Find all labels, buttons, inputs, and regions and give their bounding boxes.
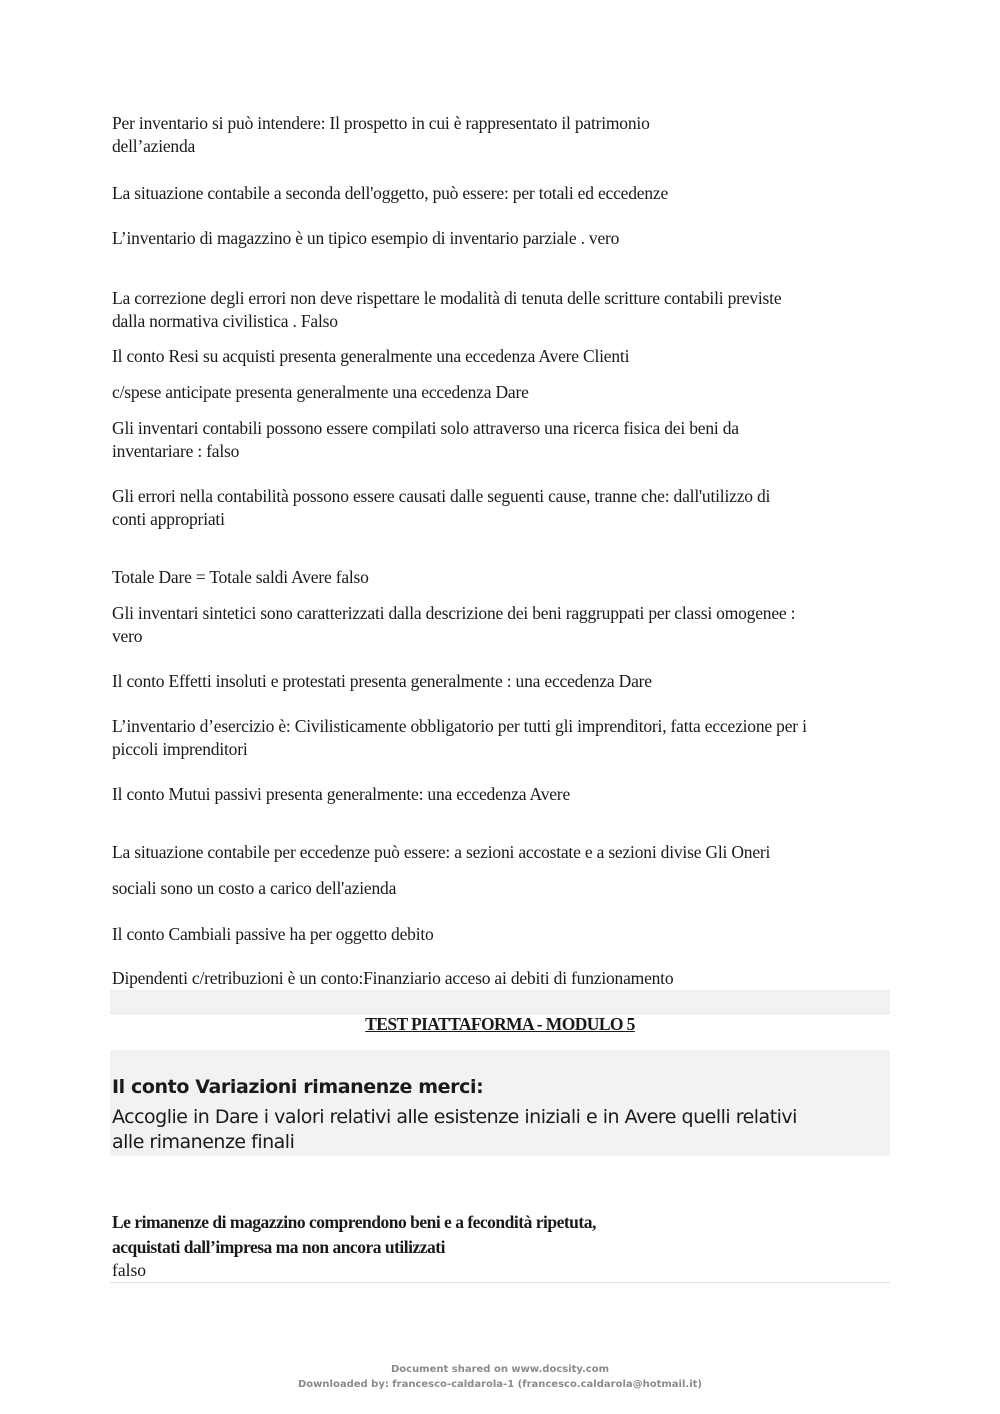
footer-downloaded: Downloaded by: francesco-caldarola-1 (francesco.caldarola@hotmail.it) <box>298 1379 702 1390</box>
paragraph-line: conti appropriati <box>112 509 225 529</box>
paragraph-13 <box>112 783 892 806</box>
paragraph-line: Il conto Effetti insoluti e protestati presenta generalmente : una eccedenza Dare <box>112 671 652 691</box>
question-box <box>110 1050 890 1156</box>
paragraph-15 <box>112 877 892 900</box>
paragraph-line: sociali sono un costo a carico dell'azienda <box>112 878 397 898</box>
last-answer: falso <box>112 1260 147 1280</box>
paragraph-line: L’inventario di magazzino è un tipico esempio di inventario parziale . vero <box>112 228 620 248</box>
paragraph-14 <box>112 841 892 864</box>
paragraph-9 <box>112 566 892 589</box>
paragraph-line: Il conto Mutui passivi presenta generalmente: una eccedenza Avere <box>112 784 571 804</box>
paragraph-line: dalla normativa civilistica . Falso <box>112 311 338 331</box>
paragraph-5 <box>112 345 892 368</box>
paragraph-line: La situazione contabile per eccedenze può essere: a sezioni accostate e a sezioni divise Gli Oneri <box>112 842 771 862</box>
paragraph-4 <box>112 287 892 333</box>
paragraph-3 <box>112 227 892 250</box>
paragraph-line: vero <box>112 626 143 646</box>
paragraph-line: Il conto Resi su acquisti presenta generalmente una eccedenza Avere Clienti <box>112 346 630 366</box>
section-band <box>110 990 890 1014</box>
paragraph-6 <box>112 381 892 404</box>
paragraph-line: La situazione contabile a seconda dell'oggetto, può essere: per totali ed eccedenze <box>112 183 669 203</box>
paragraph-line: La correzione degli errori non deve rispettare le modalità di tenuta delle scritture contabili previste <box>112 288 782 308</box>
paragraph-12 <box>112 715 892 761</box>
paragraph-11 <box>112 670 892 693</box>
footer-shared: Document shared on www.docsity.com <box>390 1364 610 1375</box>
paragraph-line: L’inventario d’esercizio è: Civilisticamente obbligatorio per tutti gli imprenditori, fatta eccezione per i <box>112 716 807 736</box>
paragraph-16 <box>112 923 892 946</box>
module-title: TEST PIATTAFORMA - MODULO 5 <box>365 1014 635 1034</box>
paragraph-line: Gli inventari contabili possono essere compilati solo attraverso una ricerca fisica dei beni da <box>112 418 739 438</box>
paragraph-line: piccoli imprenditori <box>112 739 248 759</box>
box-answer <box>112 1105 882 1155</box>
paragraph-line: Il conto Cambiali passive ha per oggetto debito <box>112 924 434 944</box>
last-question-line: acquistati dall’impresa ma non ancora utilizzati <box>112 1237 445 1257</box>
paragraph-line: dell’azienda <box>112 136 196 156</box>
paragraph-line: Dipendenti c/retribuzioni è un conto:Finanziario acceso ai debiti di funzionamento <box>112 968 674 988</box>
paragraph-17 <box>112 967 892 990</box>
paragraph-7 <box>112 417 892 463</box>
last-question-line: Le rimanenze di magazzino comprendono beni e a fecondità ripetuta, <box>112 1212 596 1232</box>
last-question <box>112 1210 892 1260</box>
paragraph-line: c/spese anticipate presenta generalmente una eccedenza Dare <box>112 382 529 402</box>
paragraph-line: Gli errori nella contabilità possono essere causati dalle seguenti cause, tranne che: dall'utilizzo di <box>112 486 771 506</box>
paragraph-1 <box>112 112 892 158</box>
paragraph-line: Gli inventari sintetici sono caratterizzati dalla descrizione dei beni raggruppati per classi omogenee : <box>112 603 796 623</box>
divider <box>110 1282 890 1283</box>
paragraph-2 <box>112 182 892 205</box>
paragraph-8 <box>112 485 892 531</box>
paragraph-line: inventariare : falso <box>112 441 240 461</box>
paragraph-line: Per inventario si può intendere: Il prospetto in cui è rappresentato il patrimonio <box>112 113 650 133</box>
paragraph-10 <box>112 602 892 648</box>
box-question: Il conto Variazioni rimanenze merci: <box>112 1076 484 1098</box>
box-answer-line: alle rimanenze finali <box>112 1131 295 1153</box>
box-answer-line: Accoglie in Dare i valori relativi alle esistenze iniziali e in Avere quelli relativi <box>112 1106 797 1128</box>
paragraph-line: Totale Dare = Totale saldi Avere falso <box>112 567 369 587</box>
